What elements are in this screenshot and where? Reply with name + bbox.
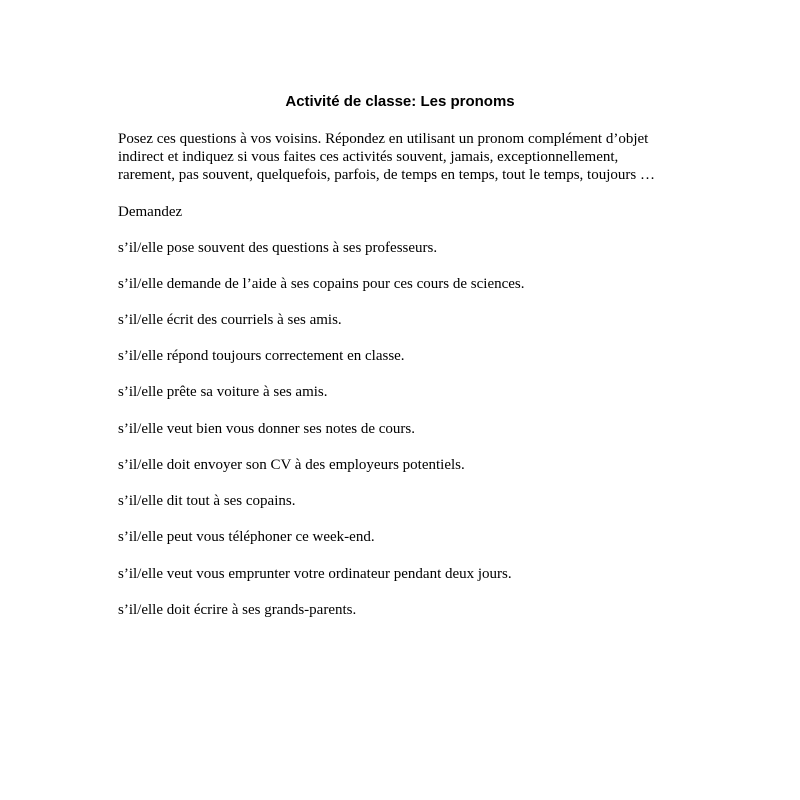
question-item: s’il/elle doit envoyer son CV à des employeurs potentiels.: [118, 457, 465, 473]
question-item: s’il/elle demande de l’aide à ses copains pour ces cours de sciences.: [118, 276, 525, 292]
question-item: s’il/elle prête sa voiture à ses amis.: [118, 384, 328, 400]
intro-line: Posez ces questions à vos voisins. Répondez en utilisant un pronom complément d’objet: [118, 131, 649, 147]
question-item: s’il/elle répond toujours correctement en classe.: [118, 348, 405, 364]
prompt-label: Demandez: [118, 204, 183, 220]
intro-line: indirect et indiquez si vous faites ces activités souvent, jamais, exceptionnellement,: [118, 149, 619, 165]
question-item: s’il/elle pose souvent des questions à ses professeurs.: [118, 240, 438, 256]
intro-paragraph: [118, 130, 698, 184]
question-item: s’il/elle écrit des courriels à ses amis.: [118, 312, 342, 328]
question-item: s’il/elle peut vous téléphoner ce week-end.: [118, 529, 375, 545]
question-item: s’il/elle doit écrire à ses grands-parents.: [118, 602, 357, 618]
intro-line: rarement, pas souvent, quelquefois, parfois, de temps en temps, tout le temps, toujours …: [118, 167, 655, 183]
document-title: Activité de classe: Les pronoms: [285, 93, 515, 110]
question-item: s’il/elle dit tout à ses copains.: [118, 493, 296, 509]
question-item: s’il/elle veut bien vous donner ses notes de cours.: [118, 421, 416, 437]
question-item: s’il/elle veut vous emprunter votre ordinateur pendant deux jours.: [118, 566, 512, 582]
